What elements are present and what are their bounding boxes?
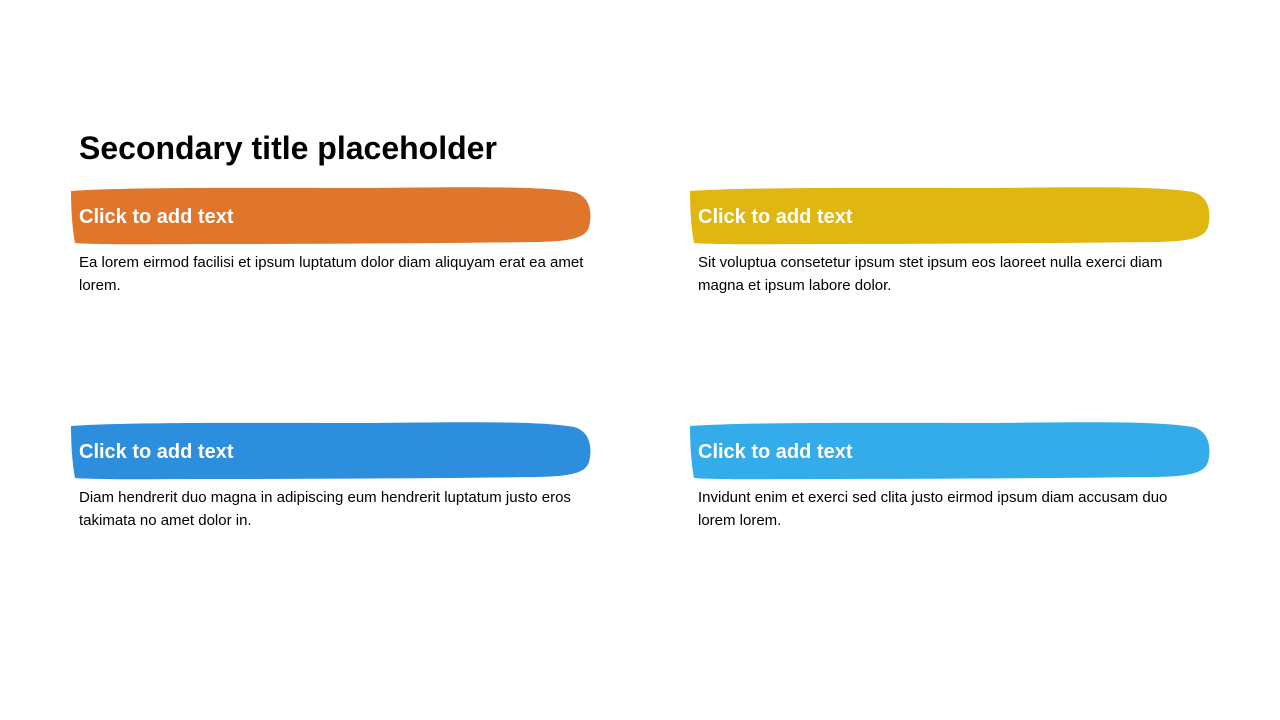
card-banner <box>69 422 591 480</box>
card-body[interactable]: Sit voluptua consetetur ipsum stet ipsum eos laoreet nulla exerci diam magna et ipsum labore dolor. <box>698 254 1163 294</box>
card-heading[interactable]: Click to add text <box>79 206 234 228</box>
content-card-3 <box>69 422 591 542</box>
card-body[interactable]: Diam hendrerit duo magna in adipiscing eum hendrerit luptatum justo eros takimata no amet dolor in. <box>79 489 571 529</box>
content-card-2 <box>688 187 1210 307</box>
card-banner <box>688 187 1210 245</box>
card-banner <box>688 422 1210 480</box>
card-body[interactable]: Ea lorem eirmod facilisi et ipsum luptatum dolor diam aliquyam erat ea amet lorem. <box>79 254 584 294</box>
content-card-4 <box>688 422 1210 542</box>
card-body[interactable]: Invidunt enim et exerci sed clita justo eirmod ipsum diam accusam duo lorem lorem. <box>698 489 1168 529</box>
content-card-1 <box>69 187 591 307</box>
card-banner <box>69 187 591 245</box>
card-heading[interactable]: Click to add text <box>79 441 234 463</box>
slide-title[interactable]: Secondary title placeholder <box>79 130 497 166</box>
card-heading[interactable]: Click to add text <box>698 441 853 463</box>
card-heading[interactable]: Click to add text <box>698 206 853 228</box>
